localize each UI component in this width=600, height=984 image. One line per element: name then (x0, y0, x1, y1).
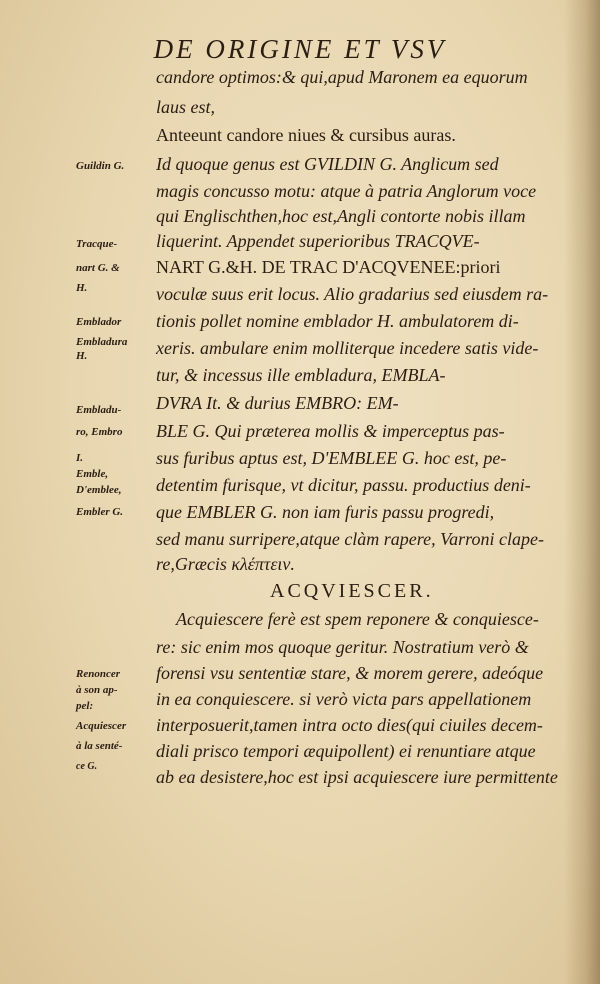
text-line: re: sic enim mos quoque geritur. Nostratium verò & (156, 637, 529, 657)
text-line: xeris. ambulare enim molliterque incedere satis vide- (156, 338, 539, 358)
text-line: voculæ suus erit locus. Alio gradarius sed eiusdem ra- (156, 284, 549, 304)
text-line: re,Græcis κλέπτειν. (156, 554, 295, 574)
text-line: interposuerit,tamen intra octo dies(qui ciuiles decem- (156, 715, 543, 735)
margin-note: H. (76, 282, 88, 294)
text-line: sed manu surripere,atque clàm rapere, Varroni clape- (156, 529, 544, 549)
text-line: candore optimos:& qui,apud Maronem ea equorum (156, 67, 528, 87)
text-line: qui Englischthen,hoc est,Angli contorte nobis illam (156, 206, 526, 226)
text-line: magis concusso motu: atque à patria Anglorum voce (156, 181, 537, 201)
margin-note: I. (76, 452, 84, 464)
margin-note: D'emblee, (76, 484, 122, 496)
text-line: Id quoque genus est GVILDIN G. Anglicum sed (156, 154, 499, 174)
text-line: Acquiescere ferè est spem reponere & conquiesce- (176, 609, 539, 629)
text-line: tionis pollet nomine emblador H. ambulatorem di- (156, 311, 519, 331)
margin-note: nart G. & (76, 262, 120, 274)
text-line: forensi vsu sententiæ stare, & morem gerere, adeóque (156, 663, 544, 683)
text-line: tur, & incessus ille embladura, EMBLA- (156, 365, 446, 385)
margin-note: ce G. (76, 761, 98, 772)
text-line: que EMBLER G. non iam furis passu progredi, (156, 502, 495, 522)
margin-note: Renoncer (76, 668, 120, 680)
margin-note: pel: (76, 700, 94, 712)
text-line: liquerint. Appendet superioribus TRACQVE- (156, 231, 480, 251)
text-line: diali prisco tempori æquipollent) ei renuntiare atque (156, 741, 536, 761)
margin-note: Emble, (76, 468, 109, 480)
margin-note: Embladura (76, 336, 128, 348)
text-line: detentim furisque, vt dicitur, passu. productius deni- (156, 475, 531, 495)
text-line: NART G.&H. DE TRAC D'ACQVENEE:priori (156, 257, 501, 277)
section-title: ACQVIESCER. (270, 580, 434, 602)
margin-note: Tracque- (76, 238, 118, 250)
running-header: DE ORIGINE ET VSV (153, 34, 447, 64)
text-line: sus furibus aptus est, D'EMBLEE G. hoc est, pe- (156, 448, 507, 468)
margin-note: Emblador (76, 316, 122, 328)
text-line: DVRA It. & durius EMBRO: EM- (156, 393, 399, 413)
text-line: Anteeunt candore niues & cursibus auras. (156, 125, 456, 145)
margin-note: ro, Embro (76, 426, 123, 438)
text-line: in ea conquiescere. si verò victa pars appellationem (156, 689, 532, 709)
margin-note: Acquiescer (76, 720, 127, 732)
text-line: ab ea desistere,hoc est ipsi acquiescere iure permittente (156, 767, 558, 787)
margin-note: Embler G. (76, 506, 124, 518)
margin-note: H. (76, 350, 88, 362)
text-line: BLE G. Qui præterea mollis & imperceptus pas- (156, 421, 505, 441)
margin-note: à son ap- (76, 684, 118, 696)
margin-note: Embladu- (76, 404, 122, 416)
margin-note: Guildin G. (76, 160, 125, 172)
text-line: laus est, (156, 97, 216, 117)
page-gutter-shadow (564, 0, 600, 984)
margin-note: à la senté- (76, 740, 123, 752)
